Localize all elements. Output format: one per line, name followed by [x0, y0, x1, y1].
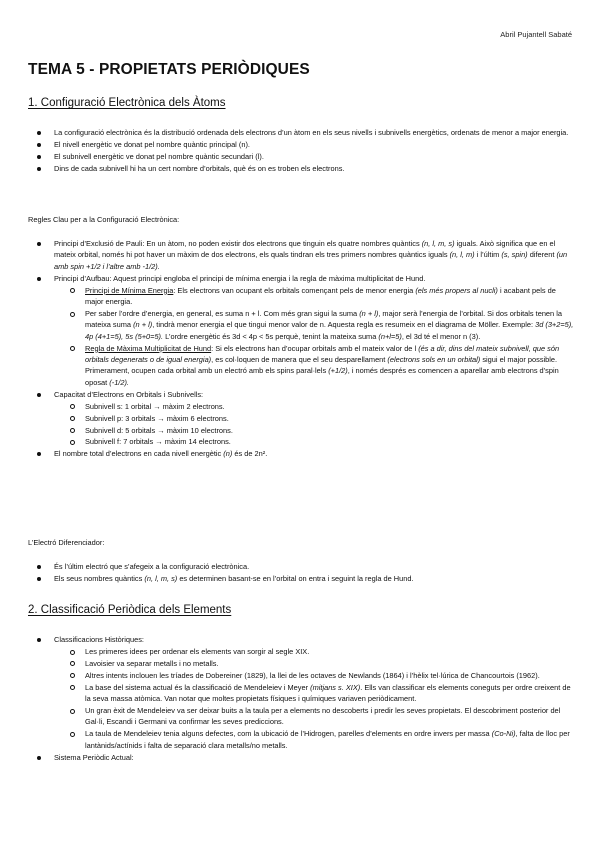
list-item: Lavoisier va separar metalls i no metalls.: [69, 658, 576, 669]
list-item-total: El nombre total d’electrons en cada nivell energètic (n) és de 2n².: [36, 448, 576, 459]
list-item-order: Per saber l’ordre d’energia, en general, es suma n + l. Com més gran sigui la suma (n + l), major serà l’energia de l’orbital. Si dos orbitals tenen la mateixa suma (n + l), tindrà menor energia el que tingui menor valor de n. Aquesta regla es resumeix en el diagrama de Möller. Exemple: 3d (3+2=5), 4p (4+1=5), 5s (5+0=5). L’ordre energètic és 3d < 4p < 5s perquè, tenint la mateixa suma (n+l=5), el 3d té el menor n (3).: [69, 308, 576, 342]
list-item: La taula de Mendeleiev tenia alguns defectes, com la ubicació de l’Hidrogen, parelles d’elements en ordre invers per massa (Co-Ni), falta de lloc per lantànids/actínids i falta de separació clara metalls/no metalls.: [69, 728, 576, 751]
list-item: És l’últim electró que s’afegeix a la configuració electrònica.: [36, 561, 576, 572]
list-item-actual: Sistema Periòdic Actual:: [36, 752, 576, 763]
list-item-historic: Classificacions Històriques: Les primeres idees per ordenar els elements van sorgir al segle XIX. Lavoisier va separar metalls i no metalls. Altres intents inclouen les tríades de Dobereiner (1829), la llei de les octaves de Newlands (1864) i l’hèlix tel·lúrica de Chancourtois (1962). La base del sistema actual és la classificació de Mendeleiev i Meyer (mitjans s. XIX). Ells van classificar els elements coneguts per ordre creixent de la seva massa atòmica. Van notar que moltes propietats físiques i químiques variaven periòdicament. Un gran èxit de Mendeleiev va ser deixar buits a la taula per a elements no descoberts i predir les seves propietats. El descobriment posterior del Gal·li, Escandi i Germani va confirmar les seves prediccions. La taula de Mendeleiev tenia alguns defectes, com la ubicació de l’Hidrogen, parelles d’elements en ordre invers per massa (Co-Ni), falta de lloc per lantànids/actínids i falta de separació clara metalls/no metalls.: [36, 634, 576, 751]
list-item: La configuració electrònica és la distribució ordenada dels electrons d’un àtom en els seus nivells i subnivells energètics, ordenats de menor a major energia.: [36, 127, 576, 138]
rules-title: Regles Clau per a la Configuració Electrònica:: [28, 215, 180, 224]
list-item-pauli: Principi d’Exclusió de Pauli: En un àtom, no poden existir dos electrons que tinguin els quatre nombres quàntics (n, l, m, s) iguals. Això significa que en el mateix orbital, només hi pot haver un màxim de dos electrons, els quals tindran els tres primers nombres quàntics iguals (n, l, m) i l’últim (s, spin) diferent (un amb spin +1/2 i l’altre amb -1/2).: [36, 238, 576, 272]
list-item: Subnivell p: 3 orbitals → màxim 6 electrons.: [69, 413, 576, 424]
list-item: El subnivell energètic ve donat pel nombre quàntic secundari (l).: [36, 151, 576, 162]
section-1-bullets: [36, 127, 576, 175]
author-name: Abril Pujantell Sabaté: [500, 30, 572, 39]
list-item: Subnivell s: 1 orbital → màxim 2 electrons.: [69, 401, 576, 412]
list-item: Les primeres idees per ordenar els elements van sorgir al segle XIX.: [69, 646, 576, 657]
list-item: Dins de cada subnivell hi ha un cert nombre d’orbitals, què és on es troben els electrons.: [36, 163, 576, 174]
list-item: Els seus nombres quàntics (n, l, m, s) es determinen basant-se en l’orbital on entra i seguint la regla de Hund.: [36, 573, 576, 584]
list-item: La base del sistema actual és la classificació de Mendeleiev i Meyer (mitjans s. XIX). Ells van classificar els elements coneguts per ordre creixent de la seva massa atòmica. Van notar que moltes propietats físiques i químiques variaven periòdicament.: [69, 682, 576, 705]
list-item: Altres intents inclouen les tríades de Dobereiner (1829), la llei de les octaves de Newlands (1864) i l’hèlix tel·lúrica de Chancourtois (1962).: [69, 670, 576, 681]
differentiator-title: L’Electró Diferenciador:: [28, 538, 105, 547]
list-item: El nivell energètic ve donat pel nombre quàntic principal (n).: [36, 139, 576, 150]
differentiator-list: [36, 561, 576, 585]
list-item: Subnivell d: 5 orbitals → màxim 10 electrons.: [69, 425, 576, 436]
list-item-min-energy: Principi de Mínima Energia: Els electrons van ocupant els orbitals començant pels de menor energia (els més propers al nucli) i acabant pels de major energia.: [69, 285, 576, 308]
list-item-aufbau: Principi d’Aufbau: Aquest principi engloba el principi de mínima energia i la regla de màxima multiplicitat de Hund. Principi de Mínima Energia: Els electrons van ocupant els orbitals començant pels de menor energia (els més propers al nucli) i acabant pels de major energia. Per saber l’ordre d’energia, en general, es suma n + l. Com més gran sigui la suma (n + l), major serà l’energia de l’orbital. Si dos orbitals tenen la mateixa suma (n + l), tindrà menor energia el que tingui menor valor de n. Aquesta regla es resumeix en el diagrama de Möller. Exemple: 3d (3+2=5), 4p (4+1=5), 5s (5+0=5). L’ordre energètic és 3d < 4p < 5s perquè, tenint la mateixa suma (n+l=5), el 3d té el menor n (3). Regla de Màxima Multiplicitat de Hund: Si els electrons han d’ocupar orbitals amb el mateix valor de l (és a dir, dins del mateix subnivell, que són orbitals degenerats o de igual energia), es col·loquen de manera que el seu desparellament (electrons sols en un orbital) sigui el major possible. Primerament, ocupen cada orbital amb un electró amb els spins paral·lels (+1/2), i només després es comencen a aparellar amb electrons d’spin oposat (-1/2).: [36, 273, 576, 389]
rules-list: [36, 238, 576, 460]
section-1-heading: 1. Configuració Electrònica dels Àtoms: [28, 97, 226, 109]
section-2-list: [36, 634, 576, 763]
section-2-heading: 2. Classificació Periòdica dels Elements: [28, 604, 232, 616]
page-title: TEMA 5 - PROPIETATS PERIÒDIQUES: [28, 61, 310, 78]
list-item-hund: Regla de Màxima Multiplicitat de Hund: Si els electrons han d’ocupar orbitals amb el mateix valor de l (és a dir, dins del mateix subnivell, que són orbitals degenerats o de igual energia), es col·loquen de manera que el seu desparellament (electrons sols en un orbital) sigui el major possible. Primerament, ocupen cada orbital amb un electró amb els spins paral·lels (+1/2), i només després es comencen a aparellar amb electrons d’spin oposat (-1/2).: [69, 343, 576, 389]
list-item: Un gran èxit de Mendeleiev va ser deixar buits a la taula per a elements no descoberts i predir les seves propietats. El descobriment posterior del Gal·li, Escandi i Germani va confirmar les seves prediccions.: [69, 705, 576, 728]
list-item-capacity: Capacitat d’Electrons en Orbitals i Subnivells: Subnivell s: 1 orbital → màxim 2 electrons. Subnivell p: 3 orbitals → màxim 6 electrons. Subnivell d: 5 orbitals → màxim 10 electrons. Subnivell f: 7 orbitals → màxim 14 electrons.: [36, 389, 576, 448]
list-item: Subnivell f: 7 orbitals → màxim 14 electrons.: [69, 436, 576, 447]
